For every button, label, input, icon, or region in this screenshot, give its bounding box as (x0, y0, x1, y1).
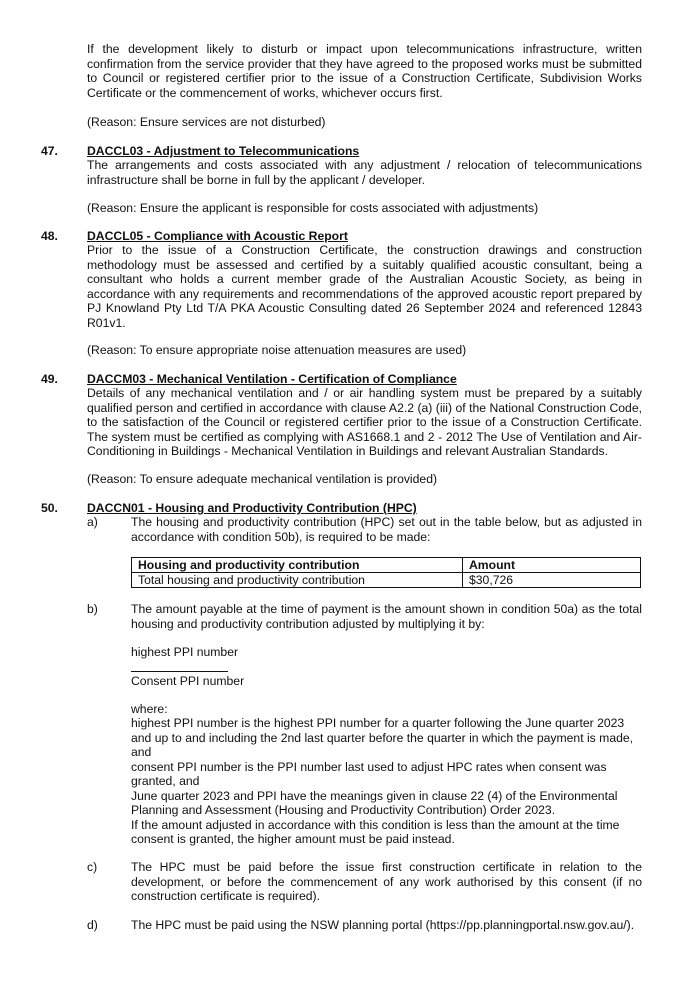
definition-line: and up to and including the 2nd last quarter before the quarter in which the payment is made, (131, 731, 634, 745)
clause-d-label: d) (87, 918, 98, 932)
condition-47-body: The arrangements and costs associated with any adjustment / relocation of telecommunications infrastructure shall be borne in full by the applicant / developer. (87, 158, 642, 187)
clause-c-text: The HPC must be paid before the issue first construction certificate in relation to the development, or before the commencement of any work authorised by this consent (if no construction certificate is required). (131, 860, 642, 904)
condition-49-reason: (Reason: To ensure adequate mechanical ventilation is provided) (87, 472, 438, 486)
clause-b-label: b) (87, 602, 98, 616)
table-header-row (132, 558, 641, 573)
clause-a-label: a) (87, 515, 98, 529)
definition-line: and (131, 745, 152, 759)
clause-b-text: The amount payable at the time of payment is the amount shown in condition 50a) as the total housing and productivity contribution adjusted by multiplying it by: (131, 602, 642, 631)
clause-a-text: The housing and productivity contribution (HPC) set out in the table below, but as adjusted in accordance with condition 50b), is required to be made: (131, 515, 642, 544)
definition-line: highest PPI number is the highest PPI number for a quarter following the June quarter 2023 (131, 716, 625, 730)
condition-49-body: Details of any mechanical ventilation and / or air handling system must be prepared by a suitably qualified person and certified in accordance with clause A2.2 (a) (iii) of the National Construction Code, to the satisfaction of the Council or registered certifier prior to the issue of a Construction Certificate. The system must be certified as complying with AS1668.1 and 2 - 2012 The Use of Ventilation and Air-Conditioning in Buildings - Mechanical Ventilation in Buildings and relevant Australian Standards. (87, 386, 642, 459)
definition-line: where: (131, 702, 168, 716)
table-header-cell: Housing and productivity contribution (132, 558, 463, 573)
hpc-table (131, 557, 641, 588)
definition-line: June quarter 2023 and PPI have the meanings given in clause 22 (4) of the Environmental (131, 789, 618, 803)
condition-49-heading: DACCM03 - Mechanical Ventilation - Certification of Compliance (87, 372, 457, 386)
intro-reason: (Reason: Ensure services are not disturbed) (87, 115, 326, 129)
condition-48-number: 48. (41, 229, 58, 243)
fraction-numerator: highest PPI number (131, 645, 239, 659)
definition-line: granted, and (131, 774, 200, 788)
condition-49-number: 49. (41, 372, 58, 386)
definition-line: If the amount adjusted in accordance with this condition is less than the amount at the time (131, 818, 620, 832)
fraction-denominator: Consent PPI number (131, 674, 245, 688)
intro-paragraph: If the development likely to disturb or impact upon telecommunications infrastructure, written confirmation from the service provider that they have agreed to the proposed works must be submitted to Council or registered certifier prior to the issue of a Construction Certificate, Subdivision Works Certificate or the commencement of works, whichever occurs first. (87, 42, 642, 100)
definition-line: Planning and Assessment (Housing and Productivity Contribution) Order 2023. (131, 803, 556, 817)
table-header-cell: Amount (463, 558, 641, 573)
condition-50-number: 50. (41, 501, 58, 515)
table-cell: Total housing and productivity contribution (132, 573, 463, 588)
condition-48-body: Prior to the issue of a Construction Certificate, the construction drawings and construction methodology must be assessed and certified by a suitably qualified acoustic consultant, being a consultant who holds a current member grade of the Australian Acoustic Society, as being in accordance with any requirements and recommendations of the approved acoustic report prepared by PJ Knowland Pty Ltd T/A PKA Acoustic Consulting dated 26 September 2024 and referenced 12843 R01v1. (87, 243, 642, 330)
condition-48-heading: DACCL05 - Compliance with Acoustic Report (87, 229, 348, 243)
clause-d-text: The HPC must be paid using the NSW planning portal (https://pp.planningportal.nsw.gov.au/). (131, 918, 635, 932)
definition-line: consent is granted, the higher amount must be paid instead. (131, 832, 455, 846)
condition-48-reason: (Reason: To ensure appropriate noise attenuation measures are used) (87, 343, 467, 357)
condition-50-heading: DACCN01 - Housing and Productivity Contribution (HPC) (87, 501, 417, 515)
definition-line: consent PPI number is the PPI number last used to adjust HPC rates when consent was (131, 760, 607, 774)
fraction-divider (131, 671, 228, 672)
table-cell: $30,726 (463, 573, 641, 588)
condition-47-heading: DACCL03 - Adjustment to Telecommunications (87, 144, 360, 158)
condition-47-reason: (Reason: Ensure the applicant is responsible for costs associated with adjustments) (87, 201, 539, 215)
table-row (132, 573, 641, 588)
condition-47-number: 47. (41, 144, 58, 158)
clause-c-label: c) (87, 860, 98, 874)
